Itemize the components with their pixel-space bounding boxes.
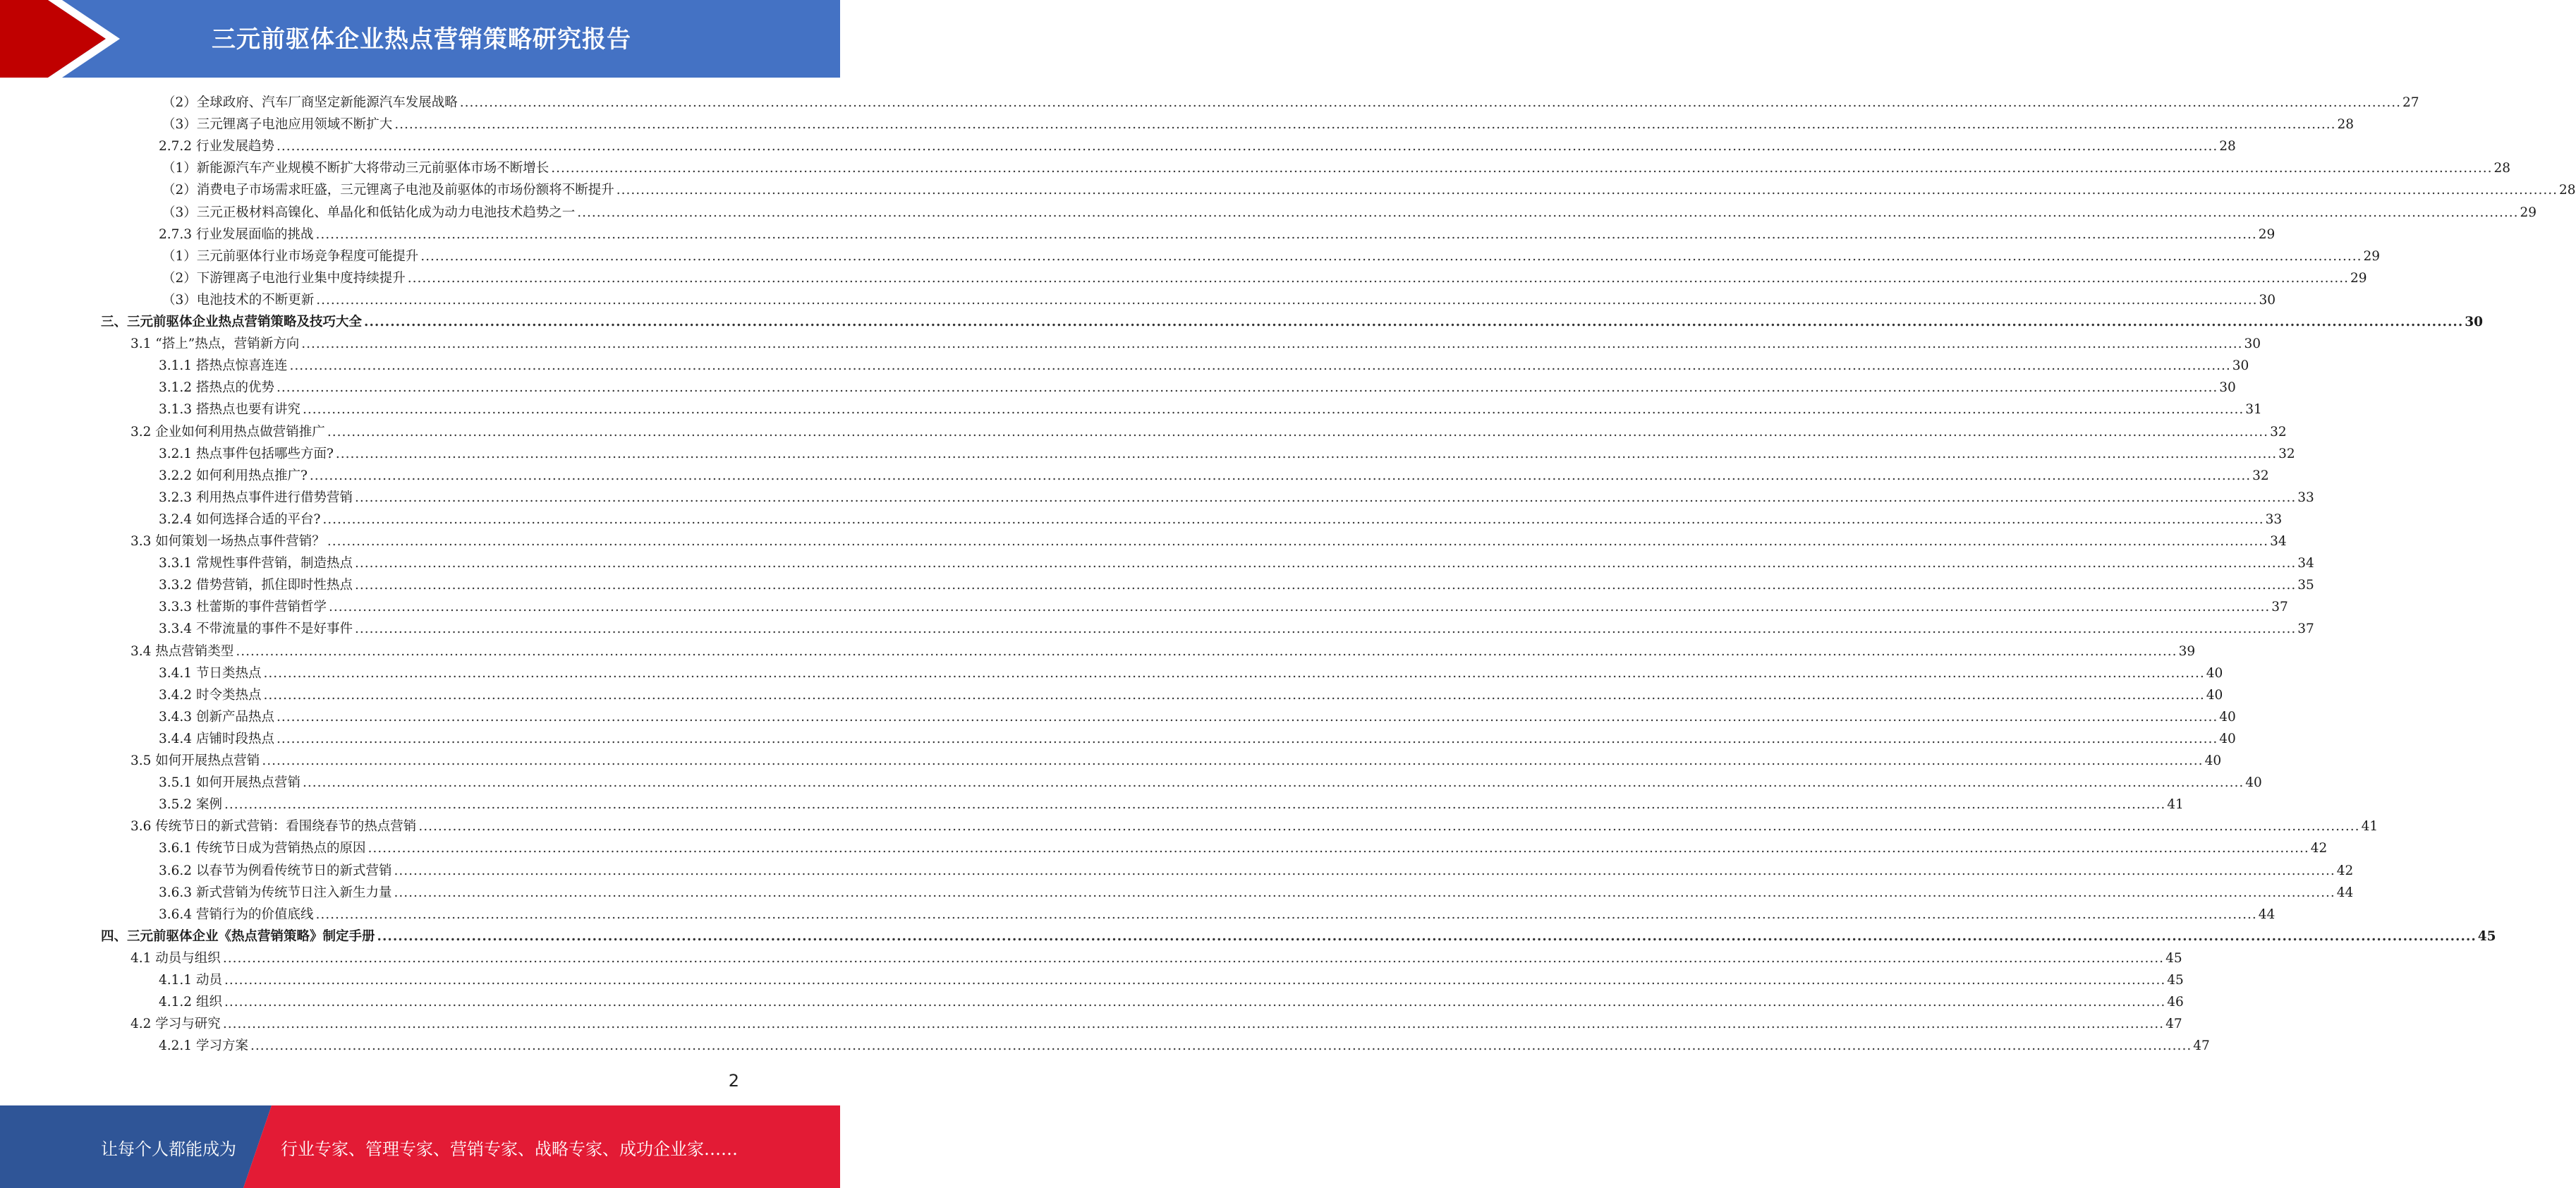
toc-entry[interactable] [130,1011,2182,1033]
toc-entry[interactable] [162,111,2355,133]
toc-entry[interactable] [159,1033,2210,1055]
toc-entry-page: 33 [2297,490,2314,505]
toc-leader-dots: ................................................................................................................................................................................................................................................................................................................................................................................................................ [301,337,2243,352]
toc-entry-page: 47 [2165,1017,2182,1032]
toc-leader-dots: ................................................................................................................................................................................................................................................................................................................................................................................................................ [224,973,2166,988]
toc-entry-page: 29 [2258,226,2276,242]
toc-entry-page: 44 [2258,907,2276,922]
toc-leader-dots: ................................................................................................................................................................................................................................................................................................................................................................................................................ [551,161,2493,176]
toc-entry-page: 45 [2167,973,2184,988]
toc-leader-dots: ................................................................................................................................................................................................................................................................................................................................................................................................................ [327,534,2269,549]
toc-entry-title: （2）全球政府、汽车厂商坚定新能源汽车发展战略 [162,95,458,110]
toc-entry-title: 2.7.2 行业发展趋势 [159,139,274,154]
toc-leader-dots: ................................................................................................................................................................................................................................................................................................................................................................................................................ [394,885,2335,900]
toc-entry[interactable] [162,287,2276,309]
toc-entry[interactable] [159,989,2184,1011]
toc-entry[interactable] [159,726,2236,748]
toc-leader-dots: ................................................................................................................................................................................................................................................................................................................................................................................................................ [322,511,2264,527]
toc-leader-dots: ................................................................................................................................................................................................................................................................................................................................................................................................................ [377,928,2477,944]
toc-entry-page: 35 [2297,578,2314,593]
toc-entry[interactable] [159,222,2276,243]
toc-leader-dots: ................................................................................................................................................................................................................................................................................................................................................................................................................ [459,95,2402,110]
toc-entry-page: 28 [2493,161,2511,176]
toc-entry-page: 45 [2165,950,2182,966]
toc-entry-title: 4.2 学习与研究 [130,1017,221,1032]
toc-entry-title: 4.2.1 学习方案 [159,1038,248,1054]
toc-entry-title: 3.2.1 热点事件包括哪些方面? [159,446,334,461]
toc-entry-title: 3.2.3 利用热点事件进行借势营销 [159,490,353,505]
toc-leader-dots: ................................................................................................................................................................................................................................................................................................................................................................................................................ [335,446,2278,461]
toc-entry[interactable] [130,528,2287,550]
toc-entry-title: 3.6.1 传统节日成为营销热点的原因 [159,841,366,856]
toc-entry-page: 31 [2245,402,2262,418]
toc-entry-title: 3.2.4 如何选择合适的平台? [159,511,321,527]
toc-leader-dots: ................................................................................................................................................................................................................................................................................................................................................................................................................ [276,709,2218,725]
toc-entry-page: 41 [2361,819,2378,835]
toc-entry-page: 37 [2271,600,2288,615]
toc-leader-dots: ................................................................................................................................................................................................................................................................................................................................................................................................................ [263,687,2205,703]
toc-entry-title: （2）下游锂离子电池行业集中度持续提升 [162,270,406,286]
toc-entry[interactable] [159,682,2223,704]
toc-entry-page: 40 [2219,731,2236,746]
toc-entry[interactable] [159,353,2249,375]
toc-entry-page: 37 [2297,622,2314,637]
footer-slogan-left: 让每个人都能成为 [101,1139,236,1159]
toc-leader-dots: ................................................................................................................................................................................................................................................................................................................................................................................................................ [224,797,2166,813]
toc-entry[interactable] [159,396,2262,418]
toc-entry-title: 3.4.4 店铺时段热点 [159,731,274,746]
toc-leader-dots: ................................................................................................................................................................................................................................................................................................................................................................................................................ [222,950,2165,966]
toc-leader-dots: ................................................................................................................................................................................................................................................................................................................................................................................................................ [354,578,2297,593]
toc-entry-title: 3.4.3 创新产品热点 [159,709,274,725]
toc-entry[interactable] [159,835,2328,857]
toc-entry[interactable] [159,616,2314,638]
toc-entry[interactable] [159,572,2314,594]
toc-leader-dots: ................................................................................................................................................................................................................................................................................................................................................................................................................ [289,358,2231,374]
toc-entry-page: 29 [2520,205,2537,220]
toc-entry[interactable] [130,419,2287,441]
toc-entry-title: （2）消费电子市场需求旺盛，三元锂离子电池及前驱体的市场份额将不断提升 [162,183,614,198]
toc-entry[interactable] [130,638,2196,660]
toc-leader-dots: ................................................................................................................................................................................................................................................................................................................................................................................................................ [407,270,2350,286]
toc-leader-dots: ................................................................................................................................................................................................................................................................................................................................................................................................................ [262,753,2204,768]
toc-entry-page: 32 [2278,446,2295,461]
toc-entry[interactable] [159,441,2295,463]
header-red-arrow [0,0,106,78]
toc-entry-title: 3.5 如何开展热点营销 [130,753,260,768]
toc-leader-dots: ................................................................................................................................................................................................................................................................................................................................................................................................................ [315,907,2257,922]
toc-entry[interactable] [159,463,2269,485]
toc-leader-dots: ................................................................................................................................................................................................................................................................................................................................................................................................................ [276,731,2218,746]
toc-entry[interactable] [162,155,2511,177]
toc-entry-page: 30 [2219,380,2236,396]
toc-entry[interactable] [162,90,2419,111]
toc-entry[interactable] [162,243,2381,265]
toc-entry-page: 29 [2363,248,2381,264]
toc-entry[interactable] [130,945,2182,967]
page-number: 2 [728,1071,739,1091]
toc-entry-title: 3.6 传统节日的新式营销：看围绕春节的热点营销 [130,819,417,835]
toc-leader-dots: ................................................................................................................................................................................................................................................................................................................................................................................................................ [354,622,2297,637]
toc-entry-title: 3.3.2 借势营销，抓住即时性热点 [159,578,353,593]
toc-entry-title: 3.6.3 新式营销为传统节日注入新生力量 [159,885,392,900]
toc-entry-title: 3.1.1 搭热点惊喜连连 [159,358,288,374]
toc-entry-title: 3.1 “搭上”热点，营销新方向 [130,337,300,352]
toc-entry[interactable] [159,880,2354,902]
toc-leader-dots: ................................................................................................................................................................................................................................................................................................................................................................................................................ [420,248,2362,264]
toc-entry-page: 30 [2244,337,2261,352]
toc-entry-page: 40 [2206,665,2223,681]
report-title: 三元前驱体企业热点营销策略研究报告 [212,25,631,54]
toc-entry[interactable] [159,858,2354,880]
toc-entry-page: 40 [2219,709,2236,725]
toc-entry-title: 四、三元前驱体企业《热点营销策略》制定手册 [101,928,375,944]
toc-entry-title: 3.5.1 如何开展热点营销 [159,775,300,791]
toc-entry-title: 3.4.1 节日类热点 [159,665,262,681]
toc-entry-title: （1）新能源汽车产业规模不断扩大将带动三元前驱体市场不断增长 [162,161,549,176]
toc-entry-title: （3）三元锂离子电池应用领域不断扩大 [162,117,393,133]
toc-entry-page: 28 [2219,139,2236,154]
toc-entry-page: 46 [2167,995,2184,1010]
toc-entry-page: 41 [2167,797,2184,813]
toc-leader-dots: ................................................................................................................................................................................................................................................................................................................................................................................................................ [327,424,2269,440]
toc-entry-page: 29 [2350,270,2367,286]
toc-entry[interactable] [130,331,2261,353]
toc-entry-page: 28 [2337,117,2355,133]
toc-entry[interactable] [159,967,2184,989]
page-header [0,0,840,78]
toc-entry[interactable] [159,704,2236,726]
toc-entry-title: 3.1.3 搭热点也要有讲究 [159,402,300,418]
toc-leader-dots: ................................................................................................................................................................................................................................................................................................................................................................................................................ [302,775,2244,791]
toc-entry-page: 34 [2297,556,2314,571]
toc-entry-page: 40 [2204,753,2222,768]
toc-entry-title: （3）电池技术的不断更新 [162,292,315,308]
toc-entry[interactable] [130,748,2222,770]
toc-entry-title: 3.3.3 杜蕾斯的事件营销哲学 [159,600,327,615]
toc-entry-page: 47 [2193,1038,2210,1054]
toc-entry-title: 3.5.2 案例 [159,797,222,813]
toc-entry[interactable] [159,550,2314,572]
toc-leader-dots: ................................................................................................................................................................................................................................................................................................................................................................................................................ [577,205,2519,220]
footer-slogan-right: 行业专家、管理专家、营销专家、战略专家、成功企业家…… [281,1139,738,1159]
toc-entry-title: （3）三元正极材料高镍化、单晶化和低钴化成为动力电池技术趋势之一 [162,205,576,220]
toc-entry-title: 三、三元前驱体企业热点营销策略及技巧大全 [101,315,363,329]
toc-leader-dots: ................................................................................................................................................................................................................................................................................................................................................................................................................ [302,402,2244,418]
toc-leader-dots: ................................................................................................................................................................................................................................................................................................................................................................................................................ [236,643,2177,659]
toc-entry[interactable] [130,813,2378,835]
toc-entry-page: 33 [2265,511,2283,527]
toc-entry[interactable] [159,770,2262,792]
toc-entry-title: 3.4 热点营销类型 [130,643,234,659]
toc-entry[interactable] [159,133,2236,155]
toc-entry[interactable] [159,660,2223,682]
toc-leader-dots: ................................................................................................................................................................................................................................................................................................................................................................................................................ [224,995,2166,1010]
toc-entry-page: 30 [2232,358,2249,374]
toc-leader-dots: ................................................................................................................................................................................................................................................................................................................................................................................................................ [328,600,2271,615]
toc-leader-dots: ................................................................................................................................................................................................................................................................................................................................................................................................................ [315,226,2257,242]
toc-entry[interactable] [162,200,2537,222]
toc-entry-title: 3.3.1 常规性事件营销，制造热点 [159,556,353,571]
toc-leader-dots: ................................................................................................................................................................................................................................................................................................................................................................................................................ [263,665,2205,681]
toc-entry[interactable] [159,792,2184,813]
toc-entry-page: 27 [2402,95,2419,110]
toc-entry-title: 4.1 动员与组织 [130,950,221,966]
toc-leader-dots: ................................................................................................................................................................................................................................................................................................................................................................................................................ [616,183,2558,198]
toc-entry-page: 40 [2245,775,2262,791]
toc-leader-dots: ................................................................................................................................................................................................................................................................................................................................................................................................................ [394,863,2335,878]
toc-entry[interactable] [159,375,2236,396]
toc-entry-title: 2.7.3 行业发展面临的挑战 [159,226,314,242]
toc-entry-page: 32 [2270,424,2287,440]
toc-leader-dots: ................................................................................................................................................................................................................................................................................................................................................................................................................ [367,841,2309,856]
toc-entry[interactable] [101,923,2496,945]
toc-entry-page: 44 [2336,885,2354,900]
toc-entry-title: 3.3 如何策划一场热点事件营销？ [130,534,325,549]
toc-entry-title: 4.1.1 动员 [159,973,222,988]
toc-entry-title: 3.1.2 搭热点的优势 [159,380,274,396]
toc-entry-page: 34 [2270,534,2287,549]
toc-entry[interactable] [159,485,2314,507]
toc-entry-title: 3.2.2 如何利用热点推广? [159,468,308,483]
toc-leader-dots: ................................................................................................................................................................................................................................................................................................................................................................................................................ [354,490,2297,505]
toc-entry[interactable] [101,309,2484,331]
toc-leader-dots: ................................................................................................................................................................................................................................................................................................................................................................................................................ [418,819,2360,835]
toc-leader-dots: ................................................................................................................................................................................................................................................................................................................................................................................................................ [276,380,2218,396]
toc-entry[interactable] [159,594,2288,616]
toc-leader-dots: ................................................................................................................................................................................................................................................................................................................................................................................................................ [250,1038,2192,1054]
toc-entry-title: （1）三元前驱体行业市场竞争程度可能提升 [162,248,419,264]
toc-entry-page: 30 [2465,315,2484,329]
toc-entry-title: 4.1.2 组织 [159,995,222,1010]
toc-entry-page: 45 [2477,928,2496,944]
toc-entry-page: 42 [2310,841,2328,856]
toc-entry-page: 42 [2336,863,2354,878]
toc-entry-title: 3.6.2 以春节为例看传统节日的新式营销 [159,863,392,878]
toc-entry[interactable] [159,902,2276,923]
toc-entry-title: 3.2 企业如何利用热点做营销推广 [130,424,325,440]
toc-entry[interactable] [159,507,2283,528]
toc-entry-title: 3.6.4 营销行为的价值底线 [159,907,314,922]
toc-entry-title: 3.3.4 不带流量的事件不是好事件 [159,622,353,637]
toc-leader-dots: ................................................................................................................................................................................................................................................................................................................................................................................................................ [354,556,2297,571]
toc-entry[interactable] [162,177,2576,199]
toc-leader-dots: ................................................................................................................................................................................................................................................................................................................................................................................................................ [394,117,2336,133]
toc-entry-page: 39 [2178,643,2196,659]
toc-entry[interactable] [162,265,2367,287]
toc-leader-dots: ................................................................................................................................................................................................................................................................................................................................................................................................................ [276,139,2218,154]
toc-entry-title: 3.4.2 时令类热点 [159,687,262,703]
toc-leader-dots: ................................................................................................................................................................................................................................................................................................................................................................................................................ [222,1017,2165,1032]
toc-entry-page: 32 [2252,468,2269,483]
toc-entry-page: 28 [2559,183,2576,198]
toc-leader-dots: ................................................................................................................................................................................................................................................................................................................................................................................................................ [316,292,2258,308]
toc-leader-dots: ................................................................................................................................................................................................................................................................................................................................................................................................................ [364,315,2464,329]
toc-entry-page: 40 [2206,687,2223,703]
toc-entry-page: 30 [2259,292,2276,308]
page-footer [0,1105,840,1188]
toc-leader-dots: ................................................................................................................................................................................................................................................................................................................................................................................................................ [309,468,2252,483]
